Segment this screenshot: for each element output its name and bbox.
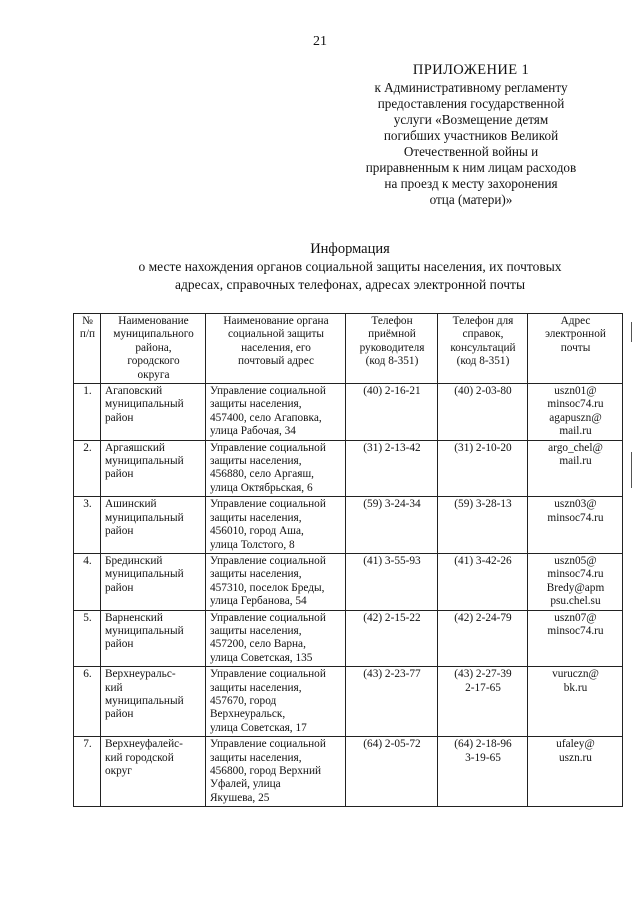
district-name xyxy=(101,553,206,610)
agency-address-line: улица Рабочая, 34 xyxy=(210,425,296,438)
email-address-line: vuruczn@ xyxy=(552,668,599,681)
header-line: приёмной xyxy=(368,328,416,341)
district-name xyxy=(101,667,206,737)
header-line: Наименование xyxy=(118,315,189,327)
appendix-line: Отечественной войны и xyxy=(403,144,539,159)
row-number: 7. xyxy=(74,737,101,807)
info-phone-line: (59) 3-28-13 xyxy=(454,498,512,511)
table-row xyxy=(74,553,623,610)
agency-address-line: 456010, город Аша, xyxy=(210,525,304,538)
appendix-header xyxy=(340,62,602,208)
info-phone-line: (64) 2-18-96 xyxy=(454,738,512,751)
table-header-row xyxy=(74,314,623,384)
district-name-line: Ашинский xyxy=(105,498,157,511)
head-phone-line: (64) 2-05-72 xyxy=(363,738,421,751)
agency-address-line: 456880, село Аргаяш, xyxy=(210,468,314,481)
agency-address-line: защиты населения, xyxy=(210,511,302,524)
info-phone-line: (43) 2-27-39 xyxy=(454,668,512,681)
email-address-line: uszn01@ xyxy=(554,385,597,398)
email-address xyxy=(528,667,623,737)
email-address-line: minsoc74.ru xyxy=(547,624,604,637)
email-address-line: ufaley@ xyxy=(556,738,595,751)
info-subtitle-line: о месте нахождения органов социальной защиты населения, их почтовых xyxy=(138,259,562,274)
appendix-line: отца (матери)» xyxy=(429,192,513,207)
appendix-line: погибших участников Великой xyxy=(383,128,559,143)
agency-address-line: Управление социальной xyxy=(210,441,326,454)
scan-edge-mark xyxy=(631,322,632,342)
info-phone xyxy=(438,497,528,554)
agency-address xyxy=(206,497,346,554)
head-phone-line: (59) 3-24-34 xyxy=(363,498,421,511)
header-line: (код 8-351) xyxy=(456,355,510,368)
info-phone xyxy=(438,737,528,807)
agency-address-line: защиты населения, xyxy=(210,751,302,764)
agency-address-line: улица Гербанова, 54 xyxy=(210,595,307,608)
district-name-line: Верхнеуральс- xyxy=(105,668,176,681)
header-line: почтовый адрес xyxy=(237,355,315,368)
email-address-line: uszn.ru xyxy=(559,751,592,764)
head-phone xyxy=(346,497,438,554)
header-line: Адрес xyxy=(560,315,591,327)
header-agency-address xyxy=(206,314,346,384)
head-phone xyxy=(346,553,438,610)
header-line: п/п xyxy=(79,328,96,341)
social-protection-table xyxy=(73,313,623,807)
district-name-line: район xyxy=(105,708,134,721)
table-row xyxy=(74,497,623,554)
table-row xyxy=(74,384,623,441)
appendix-title: ПРИЛОЖЕНИЕ 1 xyxy=(412,62,530,78)
header-line: Телефон для xyxy=(452,315,514,327)
header-phone-info xyxy=(438,314,528,384)
email-address-line: mail.ru xyxy=(559,455,592,468)
header-line: руководителя xyxy=(359,341,425,354)
head-phone xyxy=(346,384,438,441)
agency-address xyxy=(206,610,346,667)
appendix-line: услуги «Возмещение детям xyxy=(393,112,549,127)
appendix-line: приравненным к ним лицам расходов xyxy=(365,160,577,175)
header-line: № xyxy=(82,315,93,327)
email-address xyxy=(528,497,623,554)
agency-address-line: защиты населения, xyxy=(210,455,302,468)
info-phone xyxy=(438,667,528,737)
row-number: 4. xyxy=(74,553,101,610)
email-address xyxy=(528,553,623,610)
info-phone-line: (42) 2-24-79 xyxy=(454,611,512,624)
head-phone xyxy=(346,667,438,737)
email-address-line: agapuszn@ xyxy=(549,411,602,424)
agency-address xyxy=(206,440,346,497)
agency-address-line: улица Советская, 17 xyxy=(210,721,307,734)
email-address-line: minsoc74.ru xyxy=(547,511,604,524)
info-phone xyxy=(438,440,528,497)
agency-address-line: улица Советская, 135 xyxy=(210,651,313,664)
agency-address-line: Верхнеуральск, xyxy=(210,708,286,721)
info-subtitle-line: адресах, справочных телефонах, адресах электронной почты xyxy=(174,277,526,292)
table-row xyxy=(74,610,623,667)
agency-address-line: Управление социальной xyxy=(210,668,326,681)
district-name-line: Агаповский xyxy=(105,385,163,398)
table-row xyxy=(74,737,623,807)
email-address-line: argo_chel@ xyxy=(548,441,603,454)
head-phone-line: (31) 2-13-42 xyxy=(363,441,421,454)
agency-address-line: Управление социальной xyxy=(210,611,326,624)
row-number: 2. xyxy=(74,440,101,497)
district-name xyxy=(101,737,206,807)
agency-address-line: защиты населения, xyxy=(210,624,302,637)
district-name-line: Верхнеуфалейс- xyxy=(105,738,183,751)
appendix-line: к Административному регламенту xyxy=(374,80,568,95)
appendix-line: предоставления государственной xyxy=(377,96,565,111)
header-line: Наименование органа xyxy=(223,315,329,327)
email-address-line: uszn05@ xyxy=(554,554,597,567)
agency-address-line: 457200, село Варна, xyxy=(210,638,306,651)
district-name xyxy=(101,384,206,441)
district-name-line: Варненский xyxy=(105,611,163,624)
district-name-line: район xyxy=(105,638,134,651)
email-address-line: mail.ru xyxy=(559,425,592,438)
district-name-line: муниципальный xyxy=(105,455,184,468)
appendix-line: на проезд к месту захоронения xyxy=(384,176,558,191)
head-phone-line: (42) 2-15-22 xyxy=(363,611,421,624)
table-row xyxy=(74,440,623,497)
header-line: населения, его xyxy=(241,341,311,354)
district-name-line: муниципальный xyxy=(105,511,184,524)
email-address xyxy=(528,737,623,807)
header-number xyxy=(74,314,101,384)
email-address-line: minsoc74.ru xyxy=(547,568,604,581)
agency-address-line: защиты населения, xyxy=(210,568,302,581)
agency-address-line: улица Октябрьская, 6 xyxy=(210,481,313,494)
header-line: округа xyxy=(137,368,170,381)
header-line: консультаций xyxy=(450,341,516,354)
district-name xyxy=(101,440,206,497)
district-name-line: округ xyxy=(105,765,132,777)
district-name-line: муниципальный xyxy=(105,398,184,411)
agency-address xyxy=(206,667,346,737)
agency-address-line: Уфалей, улица xyxy=(210,778,281,791)
info-title: Информация xyxy=(310,241,390,257)
agency-address xyxy=(206,737,346,807)
email-address xyxy=(528,610,623,667)
email-address-line: uszn03@ xyxy=(554,498,597,511)
info-phone xyxy=(438,553,528,610)
header-line: электронной xyxy=(545,328,606,341)
table-row xyxy=(74,667,623,737)
agency-address-line: 456800, город Верхний xyxy=(210,765,322,777)
info-phone xyxy=(438,384,528,441)
agency-address-line: 457310, поселок Бреды, xyxy=(210,581,325,594)
district-name-line: муниципальный xyxy=(105,694,184,707)
info-phone-line: 2-17-65 xyxy=(465,681,501,694)
email-address-line: Bredy@apm xyxy=(546,581,605,594)
info-phone-line: (41) 3-42-26 xyxy=(454,554,512,567)
email-address xyxy=(528,440,623,497)
info-phone xyxy=(438,610,528,667)
header-line: городского xyxy=(127,355,180,368)
header-email xyxy=(528,314,623,384)
info-heading xyxy=(60,240,640,294)
email-address-line: bk.ru xyxy=(563,681,588,694)
header-line: (код 8-351) xyxy=(365,355,419,368)
district-name-line: район xyxy=(105,581,134,594)
district-name-line: район xyxy=(105,525,134,538)
district-name xyxy=(101,610,206,667)
agency-address-line: 457400, село Агаповка, xyxy=(210,411,322,424)
district-name-line: муниципальный xyxy=(105,624,184,637)
email-address-line: minsoc74.ru xyxy=(547,398,604,411)
row-number: 1. xyxy=(74,384,101,441)
district-name-line: район xyxy=(105,411,134,424)
agency-address xyxy=(206,384,346,441)
email-address xyxy=(528,384,623,441)
agency-address-line: защиты населения, xyxy=(210,398,302,411)
header-line: почты xyxy=(560,341,591,354)
head-phone xyxy=(346,440,438,497)
row-number: 5. xyxy=(74,610,101,667)
header-phone-head xyxy=(346,314,438,384)
page-number: 21 xyxy=(313,34,327,49)
head-phone-line: (41) 3-55-93 xyxy=(363,554,421,567)
district-name-line: кий городской xyxy=(105,751,174,764)
email-address-line: uszn07@ xyxy=(554,611,597,624)
head-phone-line: (43) 2-23-77 xyxy=(363,668,421,681)
district-name xyxy=(101,497,206,554)
agency-address xyxy=(206,553,346,610)
district-name-line: Аргаяшский xyxy=(105,441,165,454)
district-name-line: район xyxy=(105,468,134,481)
header-line: муниципального xyxy=(113,328,194,341)
header-district xyxy=(101,314,206,384)
agency-address-line: Управление социальной xyxy=(210,554,326,567)
email-address-line: psu.chel.su xyxy=(550,595,601,608)
district-name-line: муниципальный xyxy=(105,568,184,581)
agency-address-line: улица Толстого, 8 xyxy=(210,538,295,551)
agency-address-line: 457670, город xyxy=(210,694,277,707)
head-phone xyxy=(346,610,438,667)
info-phone-line: (40) 2-03-80 xyxy=(454,385,512,398)
district-name-line: Брединский xyxy=(105,554,163,567)
header-line: Телефон xyxy=(371,315,413,327)
district-name-line: кий xyxy=(105,681,123,694)
header-line: справок, xyxy=(462,328,504,341)
agency-address-line: Управление социальной xyxy=(210,738,326,751)
header-line: района, xyxy=(135,341,172,354)
head-phone xyxy=(346,737,438,807)
info-phone-line: 3-19-65 xyxy=(465,751,501,764)
scan-edge-mark xyxy=(631,452,632,488)
head-phone-line: (40) 2-16-21 xyxy=(363,385,421,398)
header-line: социальной защиты xyxy=(228,328,324,341)
info-phone-line: (31) 2-10-20 xyxy=(454,441,512,454)
agency-address-line: Якушева, 25 xyxy=(210,791,270,804)
row-number: 6. xyxy=(74,667,101,737)
row-number: 3. xyxy=(74,497,101,554)
agency-address-line: Управление социальной xyxy=(210,498,326,511)
agency-address-line: Управление социальной xyxy=(210,385,326,398)
agency-address-line: защиты населения, xyxy=(210,681,302,694)
